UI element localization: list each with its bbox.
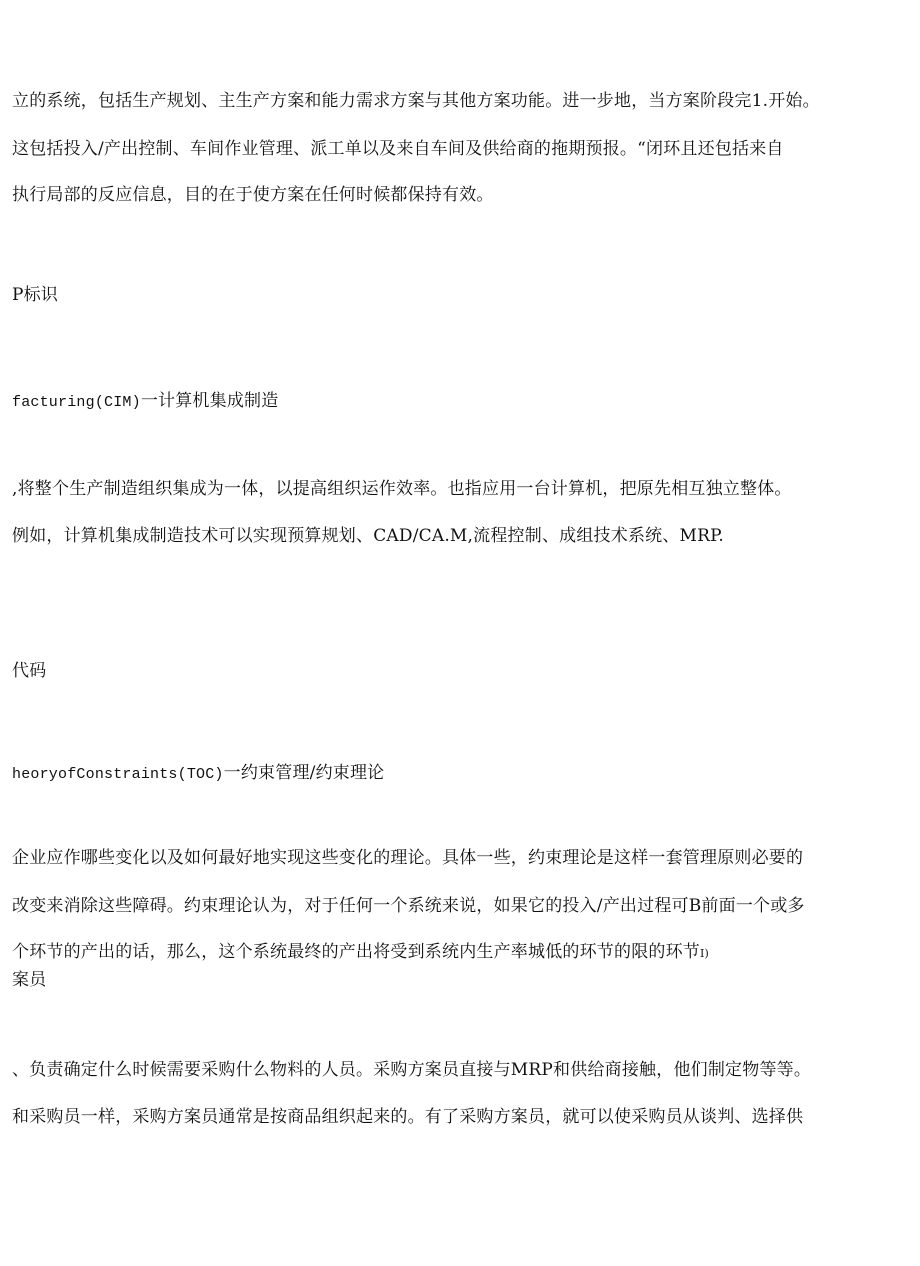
paragraph-line: 和采购员一样，采购方案员通常是按商品组织起来的。有了采购方案员，就可以使采购员从谈判、选择供	[12, 1107, 804, 1127]
heading-toc-cjk: 一约束管理/约束理论	[223, 763, 385, 783]
paragraph-line: ,将整个生产制造组织集成为一体，以提高组织运作效率。也指应用一台计算机，把原先相互独立整体。	[12, 479, 792, 499]
heading-toc	[12, 762, 384, 786]
heading-code: 代码	[12, 661, 47, 681]
paragraph-text: 个环节的产出的话，那么，这个系统最终的产出将受到系统内生产率城低的环节的限的环节	[12, 942, 700, 962]
heading-p-identifier: P标识	[12, 285, 59, 305]
paragraph-line: 、负责确定什么时候需要采购什么物料的人员。采购方案员直接与MRP和供给商接触，他们制定物等等。	[12, 1060, 812, 1080]
paragraph-line: 企业应作哪些变化以及如何最好地实现这些变化的理论。具体一些，约束理论是这样一套管理原则必要的	[12, 848, 804, 868]
paragraph-line: 立的系统，包括生产规划、主生产方案和能力需求方案与其他方案功能。进一步地，当方案阶段完1.开始。	[12, 91, 820, 111]
heading-cim-latin: facturing(CIM)	[12, 394, 141, 411]
paragraph-line	[12, 941, 709, 965]
heading-toc-latin: heoryofConstraints(TOC)	[12, 766, 224, 783]
paragraph-line: 改变来消除这些障碍。约束理论认为，对于任何一个系统来说，如果它的投入/产出过程可B前面一个或多	[12, 896, 805, 916]
paragraph-line: 例如，计算机集成制造技术可以实现预算规划、CAD/CA.M,流程控制、成组技术系统、MRP.	[12, 526, 724, 546]
paragraph-line: 这包括投入/产出控制、车间作业管理、派工单以及来自车间及供给商的拖期预报。“闭环且还包括来自	[12, 139, 784, 159]
paragraph-line: 案员	[12, 970, 47, 990]
paragraph-suffix: I)	[700, 947, 710, 960]
paragraph-line: 执行局部的反应信息，目的在于使方案在任何时候都保持有效。	[12, 185, 494, 205]
heading-cim-cjk: 一计算机集成制造	[140, 391, 279, 411]
heading-cim	[12, 390, 278, 414]
